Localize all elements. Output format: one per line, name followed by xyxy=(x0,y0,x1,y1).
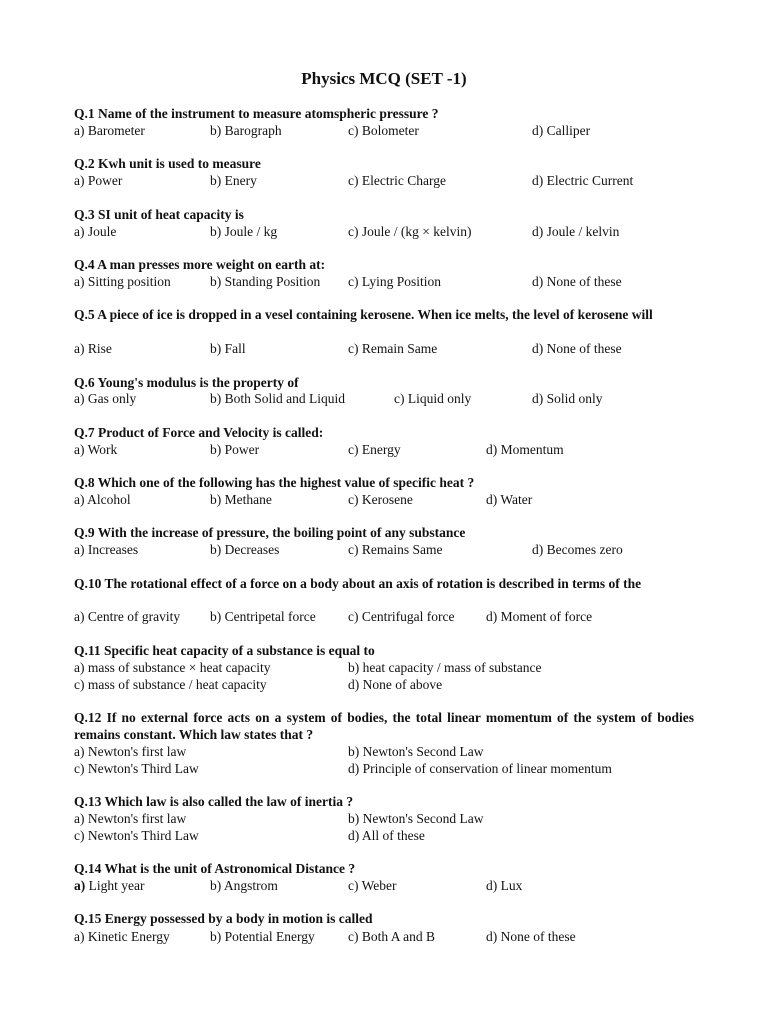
option-5b: b) Fall xyxy=(210,341,246,356)
option-10a: a) Centre of gravity xyxy=(74,609,181,624)
option-9c: c) Remains Same xyxy=(348,542,443,557)
option-14c: c) Weber xyxy=(348,878,397,893)
question-4: Q.4 A man presses more weight on earth at: xyxy=(74,257,326,272)
option-11d: d) None of above xyxy=(348,677,443,692)
option-1c: c) Bolometer xyxy=(348,123,419,138)
option-15c: c) Both A and B xyxy=(348,929,435,944)
option-5c: c) Remain Same xyxy=(348,341,438,356)
option-3b: b) Joule / kg xyxy=(210,224,278,239)
option-14d: d) Lux xyxy=(486,878,523,893)
option-12c: c) Newton's Third Law xyxy=(74,761,199,776)
question-8: Q.8 Which one of the following has the highest value of specific heat ? xyxy=(74,475,475,490)
option-3c: c) Joule / (kg × kelvin) xyxy=(348,224,472,239)
option-5d: d) None of these xyxy=(532,341,622,356)
question-3: Q.3 SI unit of heat capacity is xyxy=(74,207,244,222)
question-6: Q.6 Young's modulus is the property of xyxy=(74,375,299,390)
option-4a: a) Sitting position xyxy=(74,274,171,289)
option-14a xyxy=(74,877,144,894)
option-6d: d) Solid only xyxy=(532,391,603,406)
option-13d: d) All of these xyxy=(348,828,425,843)
option-15a: a) Kinetic Energy xyxy=(74,929,170,944)
option-2a: a) Power xyxy=(74,173,123,188)
option-1b: b) Barograph xyxy=(210,123,282,138)
option-9a: a) Increases xyxy=(74,542,139,557)
option-6b: b) Both Solid and Liquid xyxy=(210,391,345,406)
option-8b: b) Methane xyxy=(210,492,272,507)
option-10c: c) Centrifugal force xyxy=(348,609,455,624)
option-14a-text: Light year xyxy=(88,878,145,893)
option-10b: b) Centripetal force xyxy=(210,609,316,624)
option-13a: a) Newton's first law xyxy=(74,811,187,826)
option-4c: c) Lying Position xyxy=(348,274,442,289)
option-3d: d) Joule / kelvin xyxy=(532,224,620,239)
option-7c: c) Energy xyxy=(348,442,401,457)
option-12d: d) Principle of conservation of linear momentum xyxy=(348,761,612,776)
option-12b: b) Newton's Second Law xyxy=(348,744,484,759)
option-4b: b) Standing Position xyxy=(210,274,321,289)
option-7a: a) Work xyxy=(74,442,118,457)
option-8c: c) Kerosene xyxy=(348,492,413,507)
option-3a: a) Joule xyxy=(74,224,117,239)
option-11b: b) heat capacity / mass of substance xyxy=(348,660,542,675)
question-14: Q.14 What is the unit of Astronomical Distance ? xyxy=(74,861,356,876)
question-9: Q.9 With the increase of pressure, the boiling point of any substance xyxy=(74,525,466,540)
question-10: Q.10 The rotational effect of a force on a body about an axis of rotation is described in terms of the xyxy=(74,576,642,591)
option-11a: a) mass of substance × heat capacity xyxy=(74,660,271,675)
question-13: Q.13 Which law is also called the law of inertia ? xyxy=(74,794,354,809)
question-11: Q.11 Specific heat capacity of a substance is equal to xyxy=(74,643,375,658)
question-2: Q.2 Kwh unit is used to measure xyxy=(74,156,261,171)
option-6a: a) Gas only xyxy=(74,391,137,406)
option-11c: c) mass of substance / heat capacity xyxy=(74,677,267,692)
option-5a: a) Rise xyxy=(74,341,112,356)
question-5: Q.5 A piece of ice is dropped in a vesel containing kerosene. When ice melts, the level of kerosene will xyxy=(74,307,653,322)
option-8a: a) Alcohol xyxy=(74,492,131,507)
question-12: Q.12 If no external force acts on a system of bodies, the total linear momentum of the system of bodies remains constant. Which law states that ? xyxy=(74,710,694,742)
option-1a: a) Barometer xyxy=(74,123,145,138)
option-6c: c) Liquid only xyxy=(394,391,472,406)
option-7d: d) Momentum xyxy=(486,442,564,457)
option-7b: b) Power xyxy=(210,442,260,457)
option-8d: d) Water xyxy=(486,492,533,507)
option-4d: d) None of these xyxy=(532,274,622,289)
option-2c: c) Electric Charge xyxy=(348,173,446,188)
page-title: Physics MCQ (SET -1) xyxy=(301,69,467,88)
option-9d: d) Becomes zero xyxy=(532,542,623,557)
question-1: Q.1 Name of the instrument to measure atomspheric pressure ? xyxy=(74,106,439,121)
option-15d: d) None of these xyxy=(486,929,576,944)
option-13c: c) Newton's Third Law xyxy=(74,828,199,843)
option-15b: b) Potential Energy xyxy=(210,929,315,944)
option-14b: b) Angstrom xyxy=(210,878,278,893)
option-1d: d) Calliper xyxy=(532,123,591,138)
question-15: Q.15 Energy possessed by a body in motion is called xyxy=(74,911,373,926)
option-2b: b) Enery xyxy=(210,173,257,188)
option-13b: b) Newton's Second Law xyxy=(348,811,484,826)
option-2d: d) Electric Current xyxy=(532,173,634,188)
question-7: Q.7 Product of Force and Velocity is called: xyxy=(74,425,324,440)
option-14a-letter: a) xyxy=(74,878,86,893)
option-12a: a) Newton's first law xyxy=(74,744,187,759)
option-9b: b) Decreases xyxy=(210,542,280,557)
option-10d: d) Moment of force xyxy=(486,609,593,624)
